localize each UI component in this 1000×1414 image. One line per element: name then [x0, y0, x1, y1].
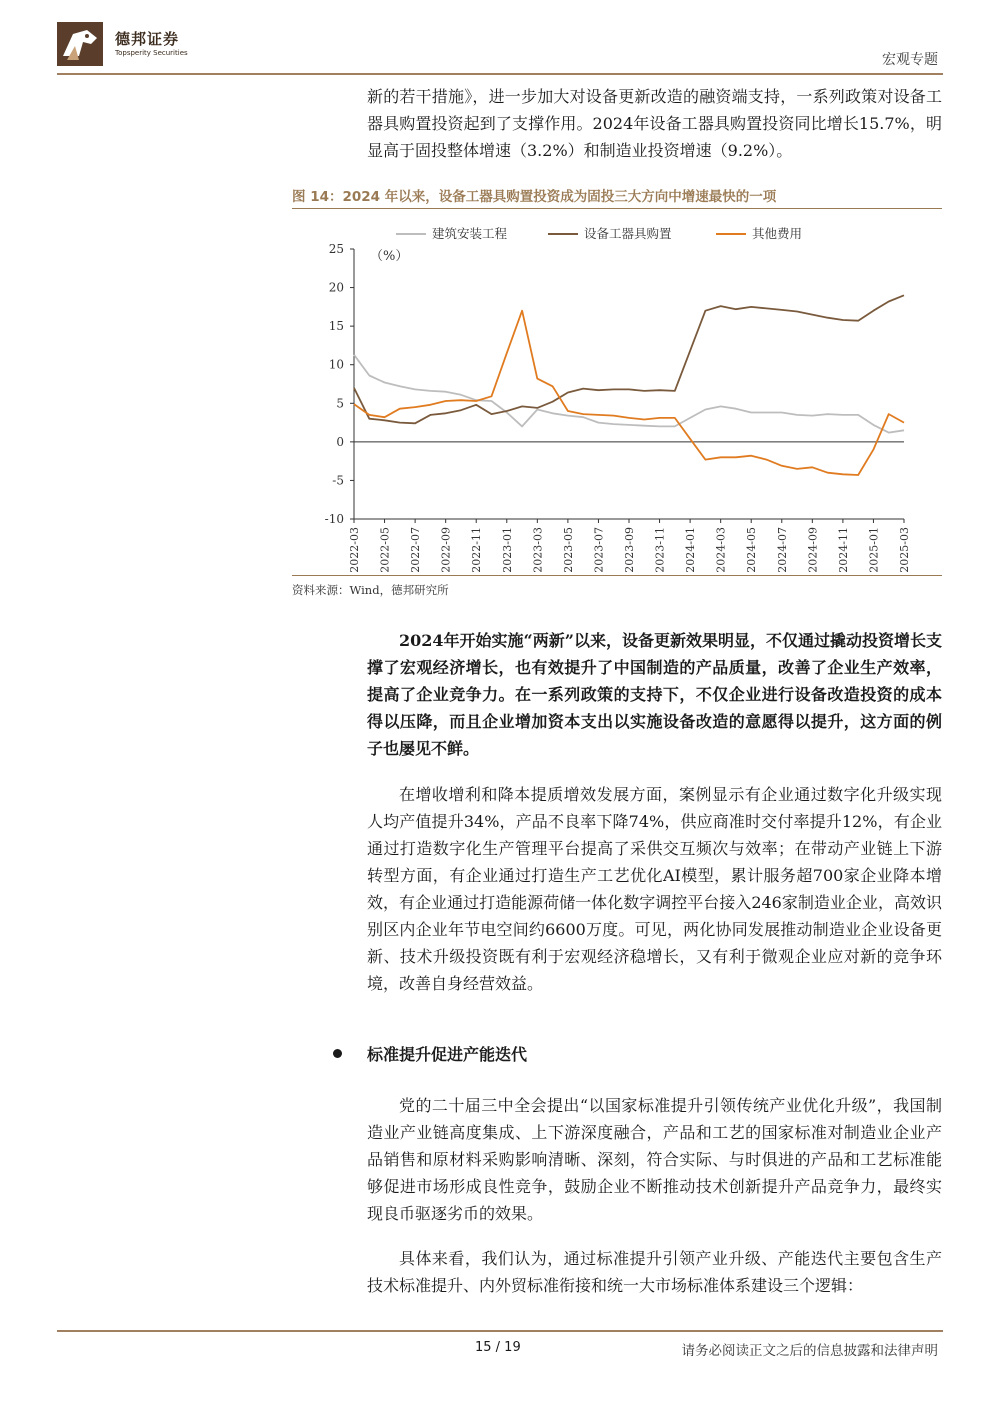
paragraph-case-studies: 在增收增利和降本提质增效发展方面，案例显示有企业通过数字化升级实现人均产值提升34%，产品不良率下降74%，供应商准时交付率提升12%，有企业通过打造数字化生产管理平台提高了采供交互频次与效率；在带动产业链上下游转型方面，有企业通过打造生产工艺优化AI模型，累计服务超700家企业降本增效，有企业通过打造能源荷储一体化数字调控平台接入246家制造业企业，高效识别区内企业年节电空间约6600万度。可见，两化协同发展推动制造业企业设备更新、技术升级投资既有利于宏观经济稳增长，又有利于微观企业应对新的竞争环境，改善自身经营效益。 — [367, 785, 942, 993]
x-tick-label: 2023-01 — [500, 527, 514, 573]
x-tick-label: 2022-11 — [470, 527, 484, 573]
x-tick-label: 2023-07 — [592, 527, 606, 573]
legend-label: 建筑安装工程 — [432, 226, 508, 241]
x-tick-label: 2023-11 — [653, 527, 667, 573]
x-tick-label: 2025-01 — [867, 527, 881, 573]
y-tick-label: 15 — [328, 319, 344, 334]
paragraph-three-logics: 具体来看，我们认为，通过标准提升引领产业升级、产能迭代主要包含生产技术标准提升、内外贸标准衔接和统一大市场标准体系建设三个逻辑： — [367, 1249, 942, 1295]
y-tick-label: 5 — [336, 396, 344, 411]
x-tick-label: 2023-09 — [623, 527, 636, 573]
y-tick-label: -10 — [324, 512, 344, 526]
figure-top-rule — [292, 208, 942, 209]
header-divider — [57, 73, 943, 75]
x-tick-label: 2022-03 — [348, 527, 361, 573]
x-tick-label: 2022-05 — [378, 527, 392, 573]
investment-growth-line-chart — [292, 215, 942, 575]
brand-logo — [57, 22, 217, 66]
chart-unit-label: （%） — [370, 249, 409, 264]
chart-series-group — [354, 295, 904, 475]
page-number: 15 / 19 — [475, 1340, 521, 1355]
y-tick-label: 20 — [328, 280, 344, 295]
series-line-3 — [354, 311, 904, 475]
bullet-icon — [333, 1049, 342, 1058]
legend-label: 设备工器具购置 — [584, 226, 672, 241]
legend-label: 其他费用 — [752, 226, 803, 241]
paragraph-standards-upgrade: 党的二十届三中全会提出“以国家标准提升引领传统产业优化升级”，我国制造业产业链高度集成、上下游深度融合，产品和工艺的国家标准对制造业企业产品销售和原材料采购影响清晰、深刻，符合实际、与时俱进的产品和工艺标准能够促进市场形成良性竞争，鼓励企业不断推动技术创新提升产品竞争力，最终实现良币驱逐劣币的效果。 — [367, 1096, 942, 1223]
figure-source: 资料来源：Wind，德邦研究所 — [292, 583, 449, 597]
paragraph-policy-support: 新的若干措施》，进一步加大对设备更新改造的融资端支持，一系列政策对设备工器具购置投资起到了支撑作用。2024年设备工器具购置投资同比增长15.7%，明显高于固投整体增速（3.2%）和制造业投资增速（9.2%）。 — [367, 87, 942, 160]
x-tick-label: 2024-01 — [684, 527, 698, 573]
x-tick-label: 2022-09 — [439, 527, 453, 573]
x-tick-label: 2023-03 — [531, 527, 545, 573]
y-tick-label: -5 — [332, 473, 344, 488]
x-tick-label: 2024-03 — [714, 527, 728, 573]
brand-name-en: Topsperity Securities — [115, 49, 188, 57]
y-tick-label: 25 — [328, 242, 344, 256]
figure-title: 图 14：2024 年以来，设备工器具购置投资成为固投三大方向中增速最快的一项 — [292, 189, 777, 205]
y-tick-label: 10 — [328, 357, 344, 372]
x-tick-label: 2024-11 — [836, 527, 850, 573]
figure-bottom-rule — [292, 575, 942, 576]
paragraph-two-new-effects: 2024年开始实施“两新”以来，设备更新效果明显，不仅通过撬动投资增长支撑了宏观经济增长，也有效提升了中国制造的产品质量，改善了企业生产效率，提高了企业竞争力。在一系列政策的支持下，不仅企业进行设备改造投资的成本得以压降，而且企业增加资本支出以实施设备改造的意愿得以提升，这方面的例子也屡见不鲜。 — [367, 631, 942, 758]
brand-name-cn: 德邦证券 — [115, 30, 180, 48]
legal-disclaimer-note: 请务必阅读正文之后的信息披露和法律声明 — [681, 1343, 938, 1359]
footer-divider — [57, 1330, 943, 1332]
x-tick-label: 2024-07 — [775, 527, 789, 573]
report-section-label: 宏观专题 — [882, 52, 938, 68]
x-tick-label: 2024-05 — [745, 527, 759, 573]
x-tick-label: 2023-05 — [561, 527, 575, 573]
y-tick-label: 0 — [336, 434, 344, 449]
series-line-1 — [354, 355, 904, 433]
x-tick-label: 2024-09 — [806, 527, 820, 573]
x-tick-label: 2025-03 — [898, 527, 911, 573]
chart-legend — [396, 226, 802, 241]
x-tick-label: 2022-07 — [409, 527, 423, 573]
logo-emblem-icon — [57, 22, 103, 66]
section-heading-standards: 标准提升促进产能迭代 — [367, 1045, 528, 1064]
